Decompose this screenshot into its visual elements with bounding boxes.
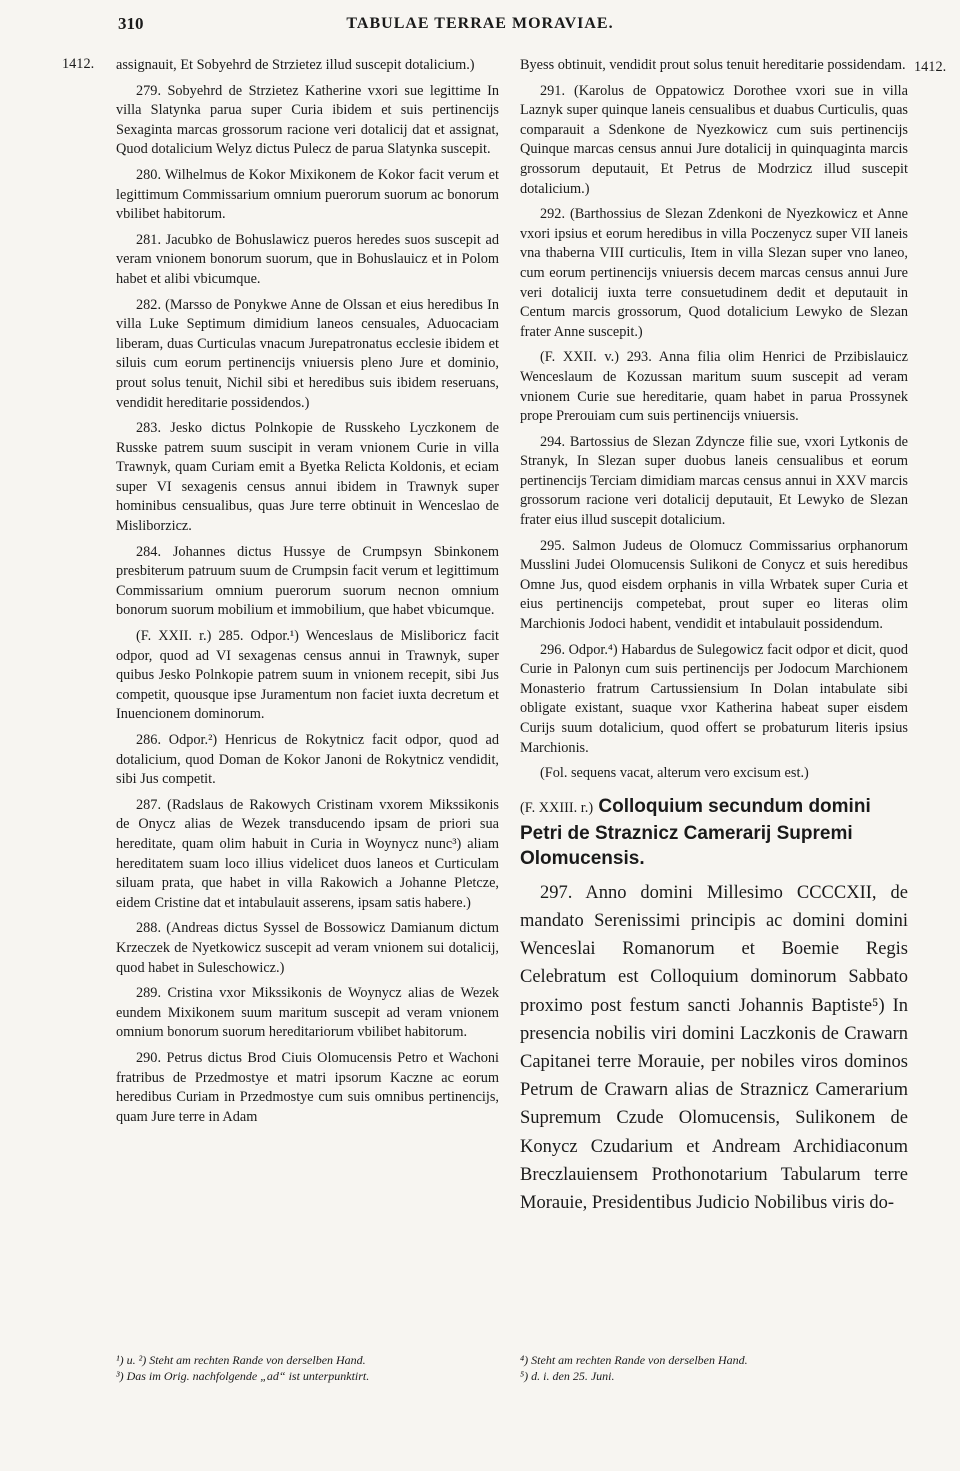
- footnote: ⁴) Steht am rechten Rande von derselben Hand.: [520, 1353, 748, 1367]
- margin-year-left: 1412.: [62, 56, 95, 72]
- paragraph: 279. Sobyehrd de Strzietez Katherine vxori sue legittime In villa Slatynka parua super Curia ibidem et suis pertinencijs Sexaginta marcas grossorum racione veri dotalicij dat et assignat, Quod dotalicium Welyz dictus Pulecz de parua Slatynka suscepit.: [116, 82, 499, 158]
- paragraph: 283. Jesko dictus Polnkopie de Russkeho Lyczkonem de Russke patrem suum suscipit in veram vnionem Curie in villa Trawnyk, quam Curiam emit a Byetka Relicta Koldonis, et eciam super VI sexagenis census annui ibidem in Trawnyk super hominibus censualibus, quas Jure terre obtinuit in Wenceslao de Misliborzicz.: [116, 420, 499, 535]
- paragraph: 280. Wilhelmus de Kokor Mixikonem de Kokor facit verum et legittimum Commissarium omnium puerorum suorum ac bonorum vbilibet habitorum.: [116, 166, 499, 223]
- paragraph: 288. (Andreas dictus Syssel de Bossowicz Damianum dictum Krzeczek de Nyetkowicz suscepit ad veram vnionem sui dotalicij, quod habet in Suleschowicz.): [116, 920, 499, 976]
- paragraph: (F. XXII. r.) 285. Odpor.¹) Wenceslaus de Misliboricz facit odpor, quod ad VI sexagenas census annui in Trawnyk, super quibus Jesko Polnkopie patrem suum in vnionem recepit, sibi Jus competit, quousque ipse Juramentum non faciet iuxta decretum et Inuencionem dominorum.: [116, 628, 499, 723]
- footnotes-right: [520, 1352, 908, 1384]
- paragraph: 290. Petrus dictus Brod Ciuis Olomucensis Petro et Wachoni fratribus de Przedmostye et matri ipsorum Kaczne ac eorum heredibus Curiam in Przedmostye cum suis omnibus pertinencijs, quam Jure terre in Adam: [116, 1049, 499, 1125]
- page-number: 310: [118, 14, 144, 33]
- running-title: TABULAE TERRAE MORAVIAE.: [346, 15, 614, 32]
- paragraph: 281. Jacubko de Bohuslawicz pueros heredes suos suscepit ad veram vnionem bonorum suorum, que in Bohuslauicz et in Polom habet et alibi vbicumque.: [116, 231, 499, 287]
- paragraph: 294. Bartossius de Slezan Zdyncze filie sue, vxori Lytkonis de Stranyk, In Slezan super duobus laneis censualibus et eorum pertinencijs Terciam dimidiam marcas census annui in XXV marcis grossorum racione veri dotalicij deputauit, Et Lewyko de Slezan frater eius illud suscepit dotalicium.: [520, 433, 908, 529]
- footnote: ¹) u. ²) Steht am rechten Rande von derselben Hand.: [116, 1353, 366, 1367]
- heading-folio: (F. XXIII. r.): [520, 799, 594, 816]
- paragraph: 292. (Barthossius de Slezan Zdenkoni de Nyezkowicz et Anne vxori ipsius et eorum heredibus in villa Poczenycz super VII laneis vna thaberna VIII curticulis, Item in villa Slezan super vno laneo, cum eorum pertinencijs vniuersis decem marcas census annui Jure veri dotalicij iuxta terre consuetudinem dedit et deputauit in Centum marcis grossorum, Quod dotalicium Lewyko de Slezan frater Anne suscepit.): [520, 206, 908, 340]
- paragraph: (F. XXII. v.) 293. Anna filia olim Henrici de Przibislauicz Wenceslaum de Kozussan maritum suum suscepit ad veram vnionem Curie sue hereditarie, quam habet in parua Prossynek prope Prerouiam cum suis pertinencijs vniuersis.: [520, 349, 908, 425]
- margin-year-right: 1412.: [914, 59, 947, 75]
- paragraph-297: 297. Anno domini Millesimo CCCCXII, de mandato Serenissimi principis ac domini domini Wenceslai Romanorum et Boemie Regis Celebratum est Colloquium dominorum Sabbato proximo post festum sancti Johannis Baptiste⁵) In presencia nobilis viri domini Laczkonis de Crawarn Capitanei terre Morauie, per nobiles viros dominos Petrum de Crawarn alias de Straznicz Camerarium Supremum Czude Olomucensis, Sulikonem de Konycz Czudarium et Andream Archidiaconum Breczlauiensem Prothonotarium Tabularum terre Morauie, Presidentibus Judicio Nobilibus viris do-: [520, 882, 908, 1214]
- paragraph: 296. Odpor.⁴) Habardus de Sulegowicz facit odpor et dicit, quod Curie in Palonyn cum suis pertinencijs per Jodocum Marchionem Monasterio fratrum Cartussiensium In Dolan intabulate sibi obligate existant, suaque vxor Katherina habeat super eisdem Curijs suum dotalicium, quod offert se probaturum literis ipsius Marchionis.: [520, 641, 908, 756]
- left-column: [116, 56, 499, 1133]
- paragraph: 291. (Karolus de Oppatowicz Dorothee vxori sue in villa Laznyk super quinque laneis censualibus et duabus Curticulis, quas comparauit a Sdenkone de Nyezkowicz cum suis pertinencijs Quinque marcas census annui Jure dotalicij in quinquaginta marcis grossorum deputauit, Et Petrus de Modrzicz illud suscepit dotalicium.): [520, 82, 908, 197]
- footnote: ³) Das im Orig. nachfolgende „ad“ ist unterpunktirt.: [116, 1369, 370, 1383]
- section-heading: [520, 794, 908, 871]
- page-header: [0, 14, 960, 44]
- paragraph: assignauit, Et Sobyehrd de Strzietez illud suscepit dotalicium.): [116, 57, 475, 73]
- paragraph: Byess obtinuit, vendidit prout solus tenuit hereditarie possidendam.: [520, 57, 906, 73]
- paragraph: 282. (Marsso de Ponykwe Anne de Olssan et eius heredibus In villa Luke Septimum dimidium laneos censuales, Aduocaciam liberam, duas Curticulas vnacum Jurepatronatus ecclesie ibidem et siluis cum eorum pertinencijs vniuersis pleno Jure et dominio, prout solus tenuit, Nichil sibi et heredibus suis ibidem reseruans, vendidit hereditarie possidendos.): [116, 296, 499, 411]
- paragraph: 289. Cristina vxor Mikssikonis de Woynycz alias de Wezek eundem Mixikonem suum maritum suscepit ad veram vnionem omnium bonorum suorum hereditariorum vbilibet habitorum.: [116, 985, 499, 1041]
- right-column: [520, 56, 908, 1223]
- paragraph: 295. Salmon Judeus de Olomucz Commissarius orphanorum Musslini Judei Olomucensis Sulikoni de Conycz et suis heredibus Omne Jus, quod eisdem orphanis in villa Wrbatek super Curia et eius pertinencijs competebat, prout super eo literas olim Marchionis Jodoci habent, vendidit et intabulauit possidendum.: [520, 537, 908, 633]
- paragraph: (Fol. sequens vacat, alterum vero excisum est.): [540, 765, 809, 782]
- footnote: ⁵) d. i. den 25. Juni.: [520, 1369, 615, 1383]
- paragraph: 286. Odpor.²) Henricus de Rokytnicz facit odpor, quod ad dotalicium, quod Doman de Kokor Janoni de Rokytnicz vendidit, sibi Jus competit.: [116, 732, 499, 788]
- paragraph: 284. Johannes dictus Hussye de Crumpsyn Sbinkonem presbiterum patruum suum de Crumpsin facit verum et legittimum Commissarium omnium puerorum suorum necnon omnium bonorum suorum mobilium et immobilium, que habet vbicumque.: [116, 543, 499, 619]
- paragraph: 287. (Radslaus de Rakowych Cristinam vxorem Mikssikonis de Onycz alias de Wezek transducendo ipsam de priori sua hereditate, quam olim habuit in Curia in Woynycz nunc³) aliam hereditatem suam loco illius videlicet duos laneos et Curticulam siluam prata, que habet in villa Rakowich a Johanne Pletcze, eidem Cristine dat et intabulauit asserens, ipsam satis habere.): [116, 796, 499, 911]
- footnotes-left: [116, 1352, 499, 1384]
- heading-text: Colloquium secundum domini Petri de Straznicz Camerarij Supremi Olomucensis.: [520, 795, 871, 869]
